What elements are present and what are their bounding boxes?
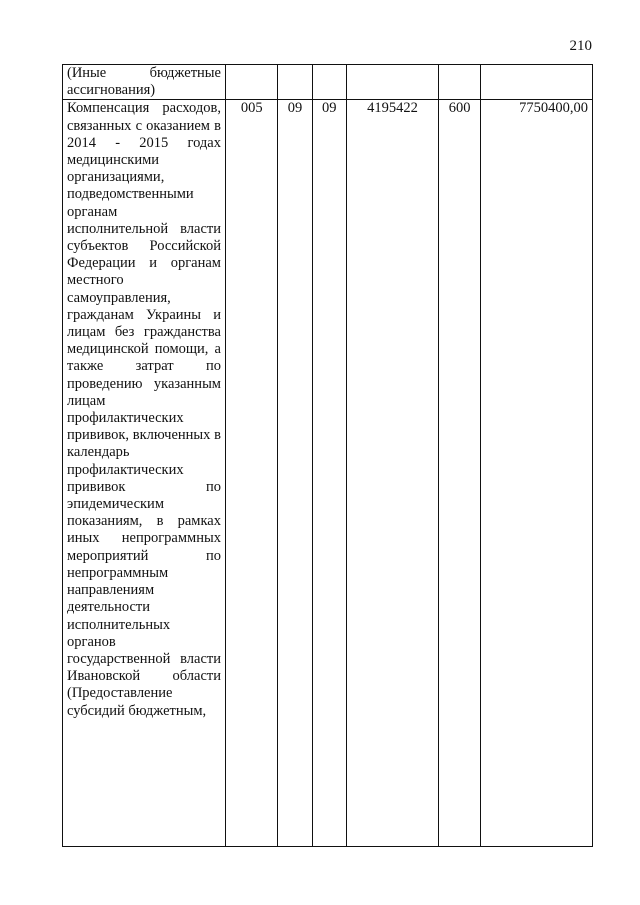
ministry-code-cell [225, 65, 277, 100]
item-name-cell: (Иные бюджетные ассигнования) [63, 65, 226, 100]
amount-cell: 7750400,00 [481, 100, 593, 847]
section-code-cell: 09 [278, 100, 312, 847]
subsection-code-cell [312, 65, 346, 100]
ministry-code-cell: 005 [225, 100, 277, 847]
section-code-cell [278, 65, 312, 100]
table-row [63, 100, 593, 847]
target-article-cell: 4195422 [346, 100, 438, 847]
target-article-cell [346, 65, 438, 100]
page-number: 210 [569, 38, 592, 54]
item-name-cell: Компенсация расходов, связанных с оказанием в 2014 - 2015 годах медицинскими организациями, подведомственными органам исполнительной власти субъектов Российской Федерации и органам местного самоуправления, гражданам Украины и лицам без гражданства медицинской помощи, а также затрат по проведению указанным лицам профилактических прививок, включенных в календарь профилактических прививок по эпидемическим показаниям, в рамках иных непрограммных мероприятий по непрограммным направлениям деятельности исполнительных органов государственной власти Ивановской области (Предоставление субсидий бюджетным, [63, 100, 226, 847]
amount-cell [481, 65, 593, 100]
expense-type-cell: 600 [439, 100, 481, 847]
table-row [63, 65, 593, 100]
budget-table [62, 64, 593, 847]
expense-type-cell [439, 65, 481, 100]
subsection-code-cell: 09 [312, 100, 346, 847]
